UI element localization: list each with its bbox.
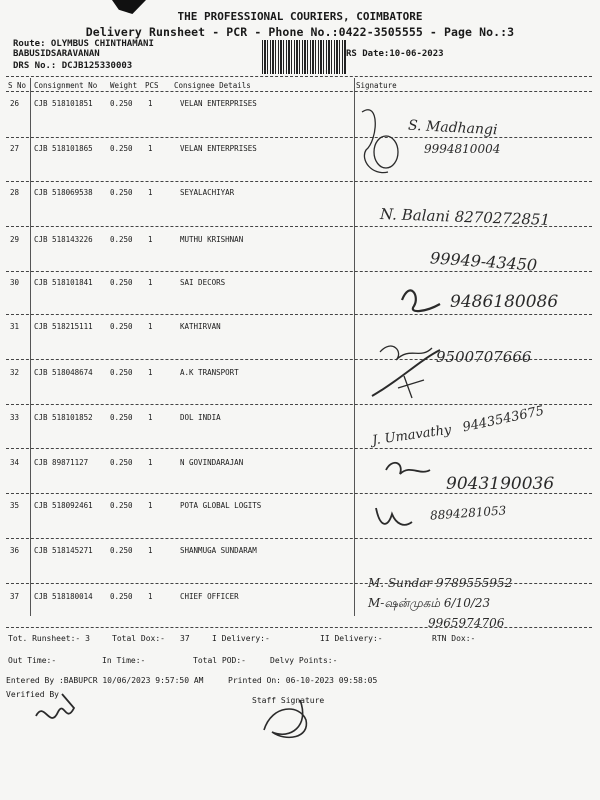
handwritten-name-date: M-ஷன்முகம் 6/10/23 — [368, 596, 491, 610]
row-sno: 36 — [10, 546, 20, 555]
row-consignment: CJB 518145271 — [34, 546, 93, 555]
row-pcs: 1 — [148, 592, 153, 601]
handwritten-phone: 9965974706 — [428, 616, 505, 630]
col-pcs: PCS — [145, 81, 159, 90]
row-pcs: 1 — [148, 368, 153, 377]
row-consignee: A.K TRANSPORT — [180, 368, 239, 377]
handwritten-name-phone: M. Sundar 9789555952 — [368, 576, 513, 590]
row-consignee: VELAN ENTERPRISES — [180, 144, 257, 153]
row-weight: 0.250 — [110, 368, 133, 377]
rs-date: RS Date:10-06-2023 — [346, 49, 444, 59]
row-weight: 0.250 — [110, 322, 133, 331]
row-sno: 35 — [10, 501, 20, 510]
printed-on: Printed On: 06-10-2023 09:58:05 — [228, 676, 378, 685]
row-weight: 0.250 — [110, 546, 133, 555]
row-pcs: 1 — [148, 458, 153, 467]
total-dox-label: Total Dox:- — [112, 634, 165, 643]
row-pcs: 1 — [148, 188, 153, 197]
row-pcs: 1 — [148, 322, 153, 331]
out-time: Out Time:- — [8, 656, 57, 665]
row-sno: 34 — [10, 458, 20, 467]
in-time: In Time:- — [102, 656, 146, 665]
company-title: THE PROFESSIONAL COURIERS, COIMBATORE — [177, 10, 423, 23]
signature-scribble — [398, 376, 424, 398]
handwritten-phone: 9486180086 — [450, 292, 559, 312]
row-sno: 28 — [10, 188, 20, 197]
row-pcs: 1 — [148, 144, 153, 153]
row-weight: 0.250 — [110, 592, 133, 601]
row-consignee: KATHIRVAN — [180, 322, 221, 331]
col-signature: Signature — [356, 81, 397, 90]
signature-scribble — [264, 700, 306, 737]
row-consignee: N GOVINDARAJAN — [180, 458, 244, 467]
row-consignee: SEYALACHIYAR — [180, 188, 235, 197]
row-weight: 0.250 — [110, 144, 133, 153]
col-weight: Weight — [110, 81, 138, 90]
handwritten-phone: 8894281053 — [429, 503, 507, 523]
row-consignment: CJB 518048674 — [34, 368, 93, 377]
row-consignee: SHANMUGA SUNDARAM — [180, 546, 257, 555]
row-consignee: DOL INDIA — [180, 413, 221, 422]
row-consignment: CJB 518069538 — [34, 188, 93, 197]
row-sno: 29 — [10, 235, 20, 244]
total-dox-value: 37 — [180, 634, 190, 643]
runsheet-subtitle: Delivery Runsheet - PCR - Phone No.:0422-3505555 - Page No.:3 — [85, 25, 515, 39]
handwritten-name-phone: N. Balani 8270272851 — [379, 205, 551, 229]
row-sno: 33 — [10, 413, 20, 422]
row-consignment: CJB 518092461 — [34, 501, 93, 510]
row-consignment: CJB 518215111 — [34, 322, 93, 331]
row-consignee: SAI DECORS — [180, 278, 226, 287]
row-weight: 0.250 — [110, 235, 133, 244]
total-runsheet: Tot. Runsheet:- 3 — [8, 634, 90, 643]
row-sno: 31 — [10, 322, 20, 331]
row-sno: 27 — [10, 144, 20, 153]
row-weight: 0.250 — [110, 458, 133, 467]
row-pcs: 1 — [148, 501, 153, 510]
col-consignment: Consignment No — [34, 81, 98, 90]
row-weight: 0.250 — [110, 278, 133, 287]
row-consignee: CHIEF OFFICER — [180, 592, 239, 601]
row-pcs: 1 — [148, 278, 153, 287]
row-weight: 0.250 — [110, 99, 133, 108]
verified-by: Verified By — [6, 690, 59, 699]
row-consignee: MUTHU KRISHNAN — [180, 235, 244, 244]
col-sno: S No — [8, 81, 27, 90]
row-sno: 26 — [10, 99, 20, 108]
entered-by: Entered By :BABUPCR 10/06/2023 9:57:50 AM — [6, 676, 204, 685]
signature-scribble — [376, 508, 412, 525]
delvy-points: Delvy Points:- — [270, 656, 338, 665]
row-consignment: CJB 518101841 — [34, 278, 93, 287]
row-sno: 32 — [10, 368, 20, 377]
row-weight: 0.250 — [110, 188, 133, 197]
signature-scribble — [372, 350, 440, 396]
row-consignment: CJB 518143226 — [34, 235, 93, 244]
signature-scribble — [386, 463, 430, 474]
row-consignment: CJB 89871127 — [34, 458, 89, 467]
row-pcs: 1 — [148, 413, 153, 422]
handwritten-phone: 9443543675 — [461, 403, 546, 436]
row-consignment: CJB 518101851 — [34, 99, 93, 108]
handwritten-phone: 99949-43450 — [429, 248, 538, 275]
row-weight: 0.250 — [110, 501, 133, 510]
row-pcs: 1 — [148, 99, 153, 108]
row-consignment: CJB 518180014 — [34, 592, 93, 601]
staff-signature: Staff Signature — [252, 696, 325, 705]
rtn-dox: RTN Dox:- — [432, 634, 476, 643]
i-delivery: I Delivery:- — [212, 634, 270, 643]
row-consignment: CJB 518101852 — [34, 413, 93, 422]
handwritten-phone: 9500707666 — [436, 348, 532, 366]
row-sno: 30 — [10, 278, 20, 287]
drs-number: DRS No.: DCJB125330003 — [13, 61, 133, 71]
row-consignee: POTA GLOBAL LOGITS — [180, 501, 262, 510]
handwritten-name: S. Madhangi — [407, 117, 498, 139]
row-pcs: 1 — [148, 235, 153, 244]
signature-scribble — [380, 346, 432, 360]
handwritten-name: J. Umavathy — [371, 422, 453, 449]
row-consignee: VELAN ENTERPRISES — [180, 99, 257, 108]
signature-scribble — [374, 136, 398, 168]
ii-delivery: II Delivery:- — [320, 634, 383, 643]
signature-scribble — [402, 290, 440, 311]
row-sno: 37 — [10, 592, 20, 601]
handwritten-phone: 9043190036 — [446, 474, 555, 494]
signature-scribble — [362, 110, 388, 173]
row-pcs: 1 — [148, 546, 153, 555]
row-weight: 0.250 — [110, 413, 133, 422]
row-consignment: CJB 518101865 — [34, 144, 93, 153]
col-consignee: Consignee Details — [174, 81, 251, 90]
staff-name: BABUSIDSARAVANAN — [13, 49, 100, 59]
handwritten-phone: 9994810004 — [424, 142, 501, 156]
total-pod: Total POD:- — [193, 656, 246, 665]
route-label: Route: OLYMBUS CHINTHAMANI — [13, 39, 154, 49]
